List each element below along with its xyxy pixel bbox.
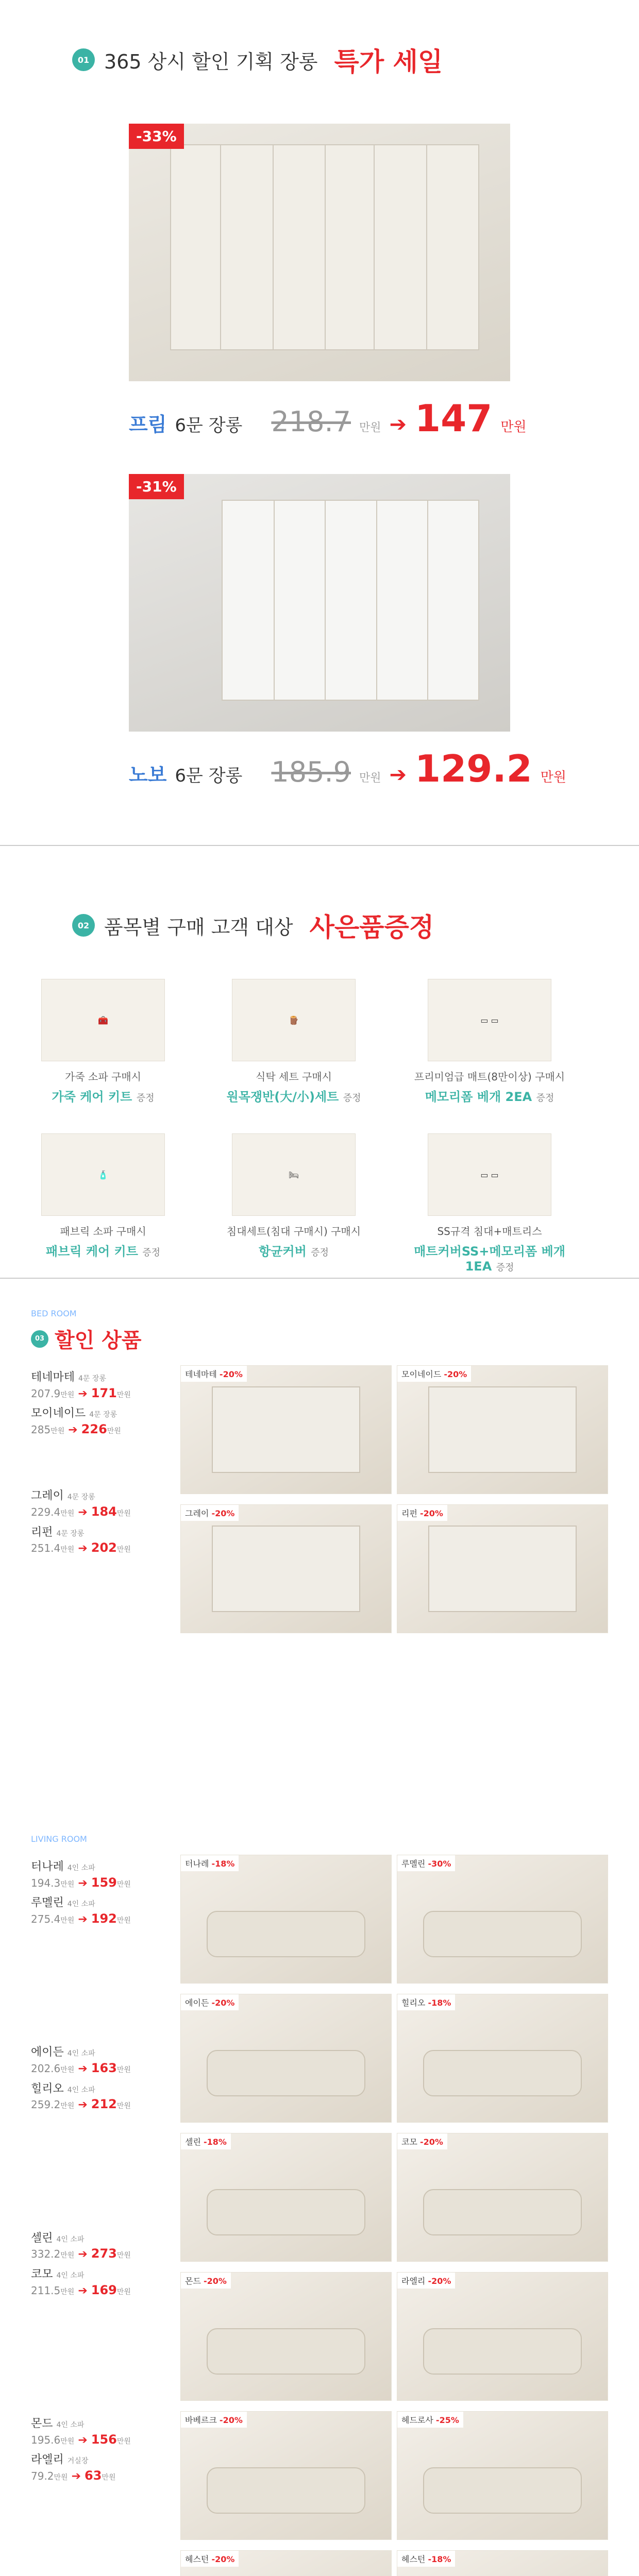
item-unit: 만원 [116, 2287, 131, 2296]
sale-item[interactable] [31, 1860, 175, 1891]
product-shape [423, 2467, 582, 2514]
item-unit: 만원 [60, 2065, 75, 2074]
item-new-price: 159 [91, 1875, 117, 1890]
category-living: LIVING ROOM [31, 1834, 87, 1844]
item-unit: 만원 [51, 1427, 65, 1435]
item-spec: 4인 소파 [56, 2271, 85, 2280]
item-spec: 거실장 [67, 2457, 89, 2466]
arrow-icon: ➔ [74, 2433, 91, 2447]
item-spec: 4문 장롱 [56, 1529, 85, 1538]
gift-name: 패브릭 케어 키트 [45, 1244, 138, 1259]
item-spec: 4문 장롱 [89, 1411, 117, 1419]
thumbnail-discount: -30% [428, 1859, 451, 1869]
section2-number: 02 [72, 914, 95, 937]
gift-image: 🛏 [232, 1133, 356, 1216]
gift-name: 가죽 케어 키트 [52, 1090, 132, 1104]
sale-item[interactable] [31, 1370, 175, 1401]
item-name: 라엘리 [31, 2453, 64, 2467]
gift-item [216, 979, 371, 1105]
item-old-price: 251.4 [31, 1542, 61, 1555]
product-thumbnail[interactable] [397, 1994, 608, 2123]
new-unit: 만원 [500, 419, 527, 435]
product-shape [207, 2189, 365, 2235]
item-name: 테네마테 [31, 1371, 75, 1384]
product-name: 프림 [129, 413, 167, 436]
item-new-price: 273 [91, 2246, 117, 2261]
section3-number: 03 [31, 1330, 48, 1348]
item-name: 힐리오 [31, 2082, 64, 2095]
product-thumbnail[interactable] [180, 1994, 392, 2123]
thumbnail-name: 루멜린 [401, 1859, 426, 1869]
product-desc: 6문 장롱 [175, 766, 243, 786]
item-unit: 만원 [116, 1546, 131, 1554]
gift-item [412, 1133, 567, 1274]
item-new-price: 163 [91, 2060, 117, 2075]
arrow-icon: ➔ [64, 1423, 81, 1436]
item-new-price: 192 [91, 1911, 117, 1926]
thumbnail-label [397, 1366, 471, 1382]
item-unit: 만원 [60, 1916, 75, 1925]
product-thumbnail[interactable] [180, 2133, 392, 2262]
product-shape [423, 2189, 582, 2235]
product-desc: 6문 장롱 [175, 415, 243, 436]
thumbnail-discount: -20% [219, 1369, 243, 1379]
gift-name: 메모리폼 베개 2EA [425, 1090, 532, 1104]
item-old-price: 275.4 [31, 1912, 61, 1925]
item-spec: 4문 장롱 [78, 1375, 106, 1383]
old-price: 185.9 [271, 756, 351, 788]
thumbnail-label [181, 1994, 239, 2010]
item-old-price: 285 [31, 1423, 51, 1436]
arrow-icon: ➔ [74, 2062, 91, 2075]
thumbnail-label [181, 2412, 247, 2428]
product-shape [207, 1911, 365, 1957]
item-old-price: 211.5 [31, 2284, 61, 2297]
arrow-icon: ➔ [74, 1505, 91, 1519]
item-name: 리펀 [31, 1526, 53, 1539]
gift-condition: SS규격 침대+매트리스 [437, 1225, 542, 1238]
bed-item-list [31, 1365, 175, 1556]
thumbnail-discount: -20% [219, 2415, 243, 2425]
product-shape [212, 1526, 360, 1612]
item-spec: 4인 소파 [67, 1864, 95, 1872]
item-spec: 4인 소파 [67, 2086, 95, 2094]
sale-item[interactable] [31, 1489, 175, 1520]
arrow-icon: ➔ [74, 1912, 91, 1926]
thumbnail-name: 셀린 [185, 2137, 201, 2147]
thumbnail-name: 그레이 [185, 1509, 209, 1518]
item-unit: 만원 [60, 2287, 75, 2296]
item-unit: 만원 [116, 2251, 131, 2260]
gift-image: 🧴 [41, 1133, 165, 1216]
product-thumbnail[interactable] [180, 1365, 392, 1494]
product-thumbnail[interactable] [180, 2411, 392, 2540]
arrow-icon: ➔ [74, 2248, 91, 2261]
section1-number: 01 [72, 48, 95, 71]
product-thumbnail[interactable] [180, 1504, 392, 1633]
item-unit: 만원 [116, 1391, 131, 1399]
gift-name: 매트커버SS+메모리폼 베개 1EA [414, 1244, 565, 1274]
sale-item[interactable] [31, 1406, 175, 1437]
thumbnail-label [397, 1855, 455, 1871]
gift-image: ▭ ▭ [428, 1133, 551, 1216]
sale-item[interactable] [31, 2453, 175, 2484]
item-name: 에이든 [31, 2046, 64, 2059]
item-unit: 만원 [116, 1509, 131, 1518]
item-name: 루멜린 [31, 1896, 64, 1910]
thumbnail-name: 헤드로사 [401, 2415, 433, 2425]
thumbnail-name: 코모 [401, 2137, 417, 2147]
thumbnail-discount: -25% [435, 2415, 459, 2425]
item-unit: 만원 [116, 2437, 131, 2446]
product-photo-prim[interactable] [129, 124, 510, 381]
thumbnail-name: 라엘리 [401, 2276, 426, 2286]
thumbnail-discount: -18% [428, 2554, 451, 2564]
thumbnail-discount: -20% [420, 2137, 443, 2147]
product-thumbnail[interactable] [397, 2550, 608, 2576]
old-price: 218.7 [271, 405, 351, 438]
product-shape [212, 1386, 360, 1473]
price-line-novo [129, 747, 566, 790]
thumbnail-label [181, 2273, 231, 2289]
thumbnail-name: 힐리오 [401, 1998, 426, 2008]
thumbnail-discount: -20% [211, 1509, 235, 1518]
thumbnail-label [181, 2133, 231, 2149]
thumbnail-discount: -20% [211, 1998, 235, 2008]
product-shape [423, 2328, 582, 2375]
item-unit: 만원 [60, 1509, 75, 1518]
gift-image: ▭ ▭ [428, 979, 551, 1061]
thumbnail-discount: -18% [428, 1998, 451, 2008]
section-divider [0, 1278, 639, 1279]
thumbnail-label [181, 1505, 239, 1521]
item-old-price: 207.9 [31, 1387, 61, 1400]
product-thumbnail[interactable] [180, 2550, 392, 2576]
gift-condition: 침대세트(침대 구매시) 구매시 [226, 1225, 361, 1238]
product-shape [207, 2467, 365, 2514]
product-shape [207, 2050, 365, 2096]
thumbnail-discount: -20% [428, 2276, 451, 2286]
item-name: 셀린 [31, 2231, 53, 2245]
gift-suffix: 증정 [496, 1262, 514, 1273]
arrow-icon: ➔ [68, 2469, 85, 2483]
gift-suffix: 증정 [536, 1093, 554, 1104]
item-unit: 만원 [102, 2473, 116, 2482]
item-new-price: 226 [81, 1421, 107, 1436]
thumbnail-label [397, 2412, 463, 2428]
product-shape [428, 1526, 577, 1612]
arrow-icon: ➔ [74, 1542, 91, 1555]
section2-header [72, 907, 434, 944]
thumbnail-name: 헤스턴 [401, 2554, 426, 2564]
item-old-price: 194.3 [31, 1876, 61, 1889]
thumbnail-name: 모이네이드 [401, 1369, 442, 1379]
section-divider [0, 845, 639, 846]
gift-suffix: 증정 [136, 1093, 155, 1104]
item-unit: 만원 [116, 2065, 131, 2074]
item-name: 코모 [31, 2267, 53, 2281]
thumbnail-name: 바베르크 [185, 2415, 217, 2425]
item-unit: 만원 [116, 1880, 131, 1889]
gift-condition: 프리미엄급 매트(8만이상) 구매시 [414, 1071, 565, 1083]
item-name: 몬드 [31, 2417, 53, 2431]
product-thumbnail[interactable] [180, 2272, 392, 2401]
thumbnail-discount: -18% [204, 2137, 227, 2147]
thumbnail-discount: -18% [211, 1859, 235, 1869]
product-thumbnail[interactable] [397, 1365, 608, 1494]
item-old-price: 259.2 [31, 2098, 61, 2111]
item-new-price: 63 [85, 2468, 102, 2483]
thumbnail-name: 몬드 [185, 2276, 201, 2286]
section1-highlight: 특가 세일 [334, 47, 443, 77]
new-price: 129.2 [415, 747, 532, 790]
item-new-price: 212 [91, 2097, 117, 2112]
sale-item[interactable] [31, 1526, 175, 1556]
item-new-price: 156 [91, 2432, 117, 2447]
sale-item[interactable] [31, 2082, 175, 2113]
item-unit: 만원 [60, 1880, 75, 1889]
section2-title: 품목별 구매 고객 대상 [104, 916, 293, 939]
item-name: 그레이 [31, 1489, 64, 1503]
thumbnail-label [397, 1505, 447, 1521]
item-unit: 만원 [116, 2102, 131, 2111]
gift-name: 항균커버 [259, 1244, 307, 1259]
item-old-price: 229.4 [31, 1505, 61, 1518]
thumbnail-name: 헤스턴 [185, 2554, 209, 2564]
item-old-price: 79.2 [31, 2469, 54, 2482]
item-unit: 만원 [60, 2437, 75, 2446]
sale-item[interactable] [31, 1896, 175, 1927]
item-spec: 4인 소파 [67, 2049, 95, 2058]
item-old-price: 332.2 [31, 2248, 61, 2261]
thumbnail-label [181, 2551, 239, 2567]
thumbnail-name: 터나레 [185, 1859, 209, 1869]
item-new-price: 202 [91, 1540, 117, 1555]
thumbnail-discount: -20% [211, 2554, 235, 2564]
item-new-price: 169 [91, 2282, 117, 2297]
item-unit: 만원 [60, 1391, 75, 1399]
product-name: 노보 [129, 764, 167, 786]
item-unit: 만원 [60, 1546, 75, 1554]
item-old-price: 195.6 [31, 2433, 61, 2446]
thumbnail-name: 테네마테 [185, 1369, 217, 1379]
category-bed: BED ROOM [31, 1309, 77, 1318]
gift-suffix: 증정 [311, 1247, 329, 1258]
old-unit: 만원 [359, 772, 381, 785]
gift-item [26, 1133, 180, 1259]
arrow-icon: ➔ [389, 763, 407, 787]
gift-condition: 식탁 세트 구매시 [256, 1071, 332, 1083]
living-item-list [31, 1855, 175, 2576]
product-thumbnail[interactable] [180, 1855, 392, 1984]
gift-suffix: 증정 [343, 1093, 361, 1104]
product-shape [207, 2328, 365, 2375]
thumbnail-label [181, 1366, 247, 1382]
product-thumbnail[interactable] [397, 2411, 608, 2540]
gift-item [412, 979, 567, 1105]
item-new-price: 171 [91, 1385, 117, 1400]
thumbnail-discount: -20% [420, 1509, 443, 1518]
gift-condition: 패브릭 소파 구매시 [60, 1225, 146, 1238]
thumbnail-label [397, 2133, 447, 2149]
arrow-icon: ➔ [389, 413, 407, 436]
gift-name: 원목쟁반(大/小)세트 [226, 1090, 339, 1104]
arrow-icon: ➔ [74, 1387, 91, 1400]
product-thumbnail[interactable] [397, 2272, 608, 2401]
section1-header [72, 41, 443, 78]
section1-title: 365 상시 할인 기획 장롱 [104, 50, 318, 73]
gift-condition: 가죽 소파 구매시 [65, 1071, 141, 1083]
thumbnail-name: 에이든 [185, 1998, 209, 2008]
thumbnail-label [397, 2551, 455, 2567]
item-spec: 4인 소파 [56, 2235, 85, 2244]
arrow-icon: ➔ [74, 2284, 91, 2297]
product-thumbnail[interactable] [397, 1504, 608, 1633]
product-shape [423, 2050, 582, 2096]
arrow-icon: ➔ [74, 2098, 91, 2112]
price-line-prim [129, 397, 527, 440]
product-thumbnail[interactable] [397, 1855, 608, 1984]
gift-image: 🪵 [232, 979, 356, 1061]
thumbnail-label [397, 2273, 455, 2289]
thumbnail-discount: -20% [444, 1369, 467, 1379]
item-old-price: 202.6 [31, 2062, 61, 2075]
discount-badge: -31% [129, 474, 184, 499]
item-spec: 4인 소파 [67, 1900, 95, 1909]
arrow-icon: ➔ [74, 1876, 91, 1890]
item-unit: 만원 [60, 2251, 75, 2260]
section2-highlight: 사은품증정 [309, 912, 434, 942]
gift-item [216, 1133, 371, 1259]
item-name: 터나레 [31, 1860, 64, 1873]
old-unit: 만원 [359, 421, 381, 434]
sale-item[interactable] [31, 2045, 175, 2076]
thumbnail-name: 리펀 [401, 1509, 417, 1518]
sale-item[interactable] [31, 2417, 175, 2448]
discount-badge: -33% [129, 124, 184, 149]
new-unit: 만원 [540, 770, 567, 785]
sale-item[interactable] [31, 2231, 175, 2262]
product-shape [428, 1386, 577, 1473]
item-spec: 4인 소파 [56, 2421, 85, 2430]
product-thumbnail[interactable] [397, 2133, 608, 2262]
new-price: 147 [415, 397, 493, 440]
thumbnail-discount: -20% [204, 2276, 227, 2286]
item-name: 모이네이드 [31, 1407, 86, 1420]
item-new-price: 184 [91, 1504, 117, 1519]
wardrobe-shape [170, 144, 479, 350]
thumbnail-label [397, 1994, 455, 2010]
item-unit: 만원 [116, 1916, 131, 1925]
item-unit: 만원 [107, 1427, 121, 1435]
gift-image: 🧰 [41, 979, 165, 1061]
thumbnail-label [181, 1855, 239, 1871]
gift-item [26, 979, 180, 1105]
product-photo-novo[interactable] [129, 474, 510, 732]
product-shape [423, 1911, 582, 1957]
item-unit: 만원 [60, 2102, 75, 2111]
gift-suffix: 증정 [142, 1247, 161, 1258]
wardrobe-shape [222, 500, 479, 701]
section3-title: 할인 상품 [55, 1329, 142, 1352]
sale-item[interactable] [31, 2267, 175, 2298]
item-spec: 4문 장롱 [67, 1493, 95, 1502]
item-unit: 만원 [54, 2473, 68, 2482]
